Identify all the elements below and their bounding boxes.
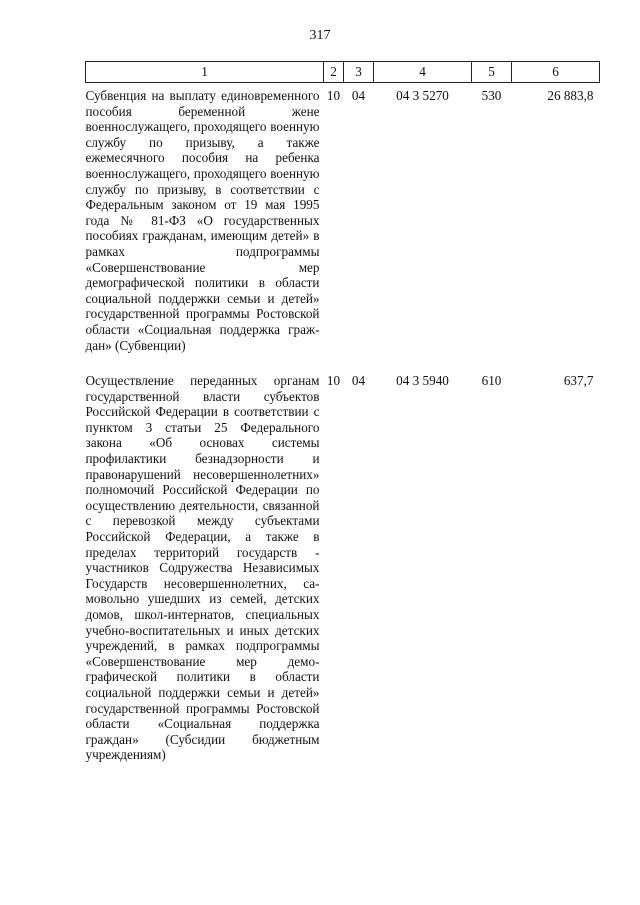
row-description: Осуществление переданных органам государственной власти субъектов Российской Федерации в соответствии с пунктом 3 статьи 25 Федерального закона «Об основах системы профилактики безнадзорности и правонарушений несовершеннолетних» полномочий Российской Федерации по осуществлению деятельности, связанной с перевозкой между субъектами Российской Федерации, а также в пределах территорий государств - участников Содружества Независимых Государств несовершеннолетних, самовольно ушедших из семей, детских домов, школ-интернатов, специальных учебно-воспитательных и иных детских учреждений, в рамках подпрограммы «Совершенствование мер демографической политики в области социальной поддержки семьи и детей» государственной программы Ростовской области «Социальная поддержка граждан» (Субсидии бюджетным учреждениям) — [85, 373, 320, 763]
row-section-code: 10 — [326, 88, 341, 103]
header-col-4: 4 — [374, 62, 472, 83]
header-col-3: 3 — [344, 62, 374, 83]
table-row — [86, 83, 600, 354]
header-col-5: 5 — [472, 62, 512, 83]
header-col-2: 2 — [324, 62, 344, 83]
row-target-article: 04 3 5940 — [396, 373, 449, 389]
budget-table — [85, 61, 600, 763]
row-expense-type: 610 — [481, 373, 502, 389]
row-target-article: 04 3 5270 — [396, 88, 449, 103]
header-col-6: 6 — [512, 62, 600, 83]
row-description: Субвенция на выплату единовременного пособия беременной жене военнослужащего, проходящего военную службу по призыву, а также ежемесячного пособия на ребенка военнослужащего, проходящего военную службу по призыву, в соответствии с Федеральным законом от 19 мая 1995 года № 81-ФЗ «О государственных пособиях гражданам, имеющим детей» в рамках подпрограммы «Совершенствование мер демографической политики в области социальной поддержки семьи и детей» государственной программы Ростовской области «Социальная поддержка граждан» (Субвенции) — [85, 88, 320, 353]
page-number: 317 — [309, 28, 331, 43]
header-col-1: 1 — [86, 62, 324, 83]
table-header-row — [86, 62, 600, 83]
row-sum: 26 883,8 — [547, 88, 594, 103]
row-section-code: 10 — [326, 373, 341, 389]
row-subsection-code: 04 — [351, 373, 366, 389]
row-subsection-code: 04 — [351, 88, 366, 103]
row-expense-type: 530 — [481, 88, 502, 103]
row-spacer — [86, 353, 600, 368]
table-row — [86, 368, 600, 763]
row-sum: 637,7 — [563, 373, 594, 389]
